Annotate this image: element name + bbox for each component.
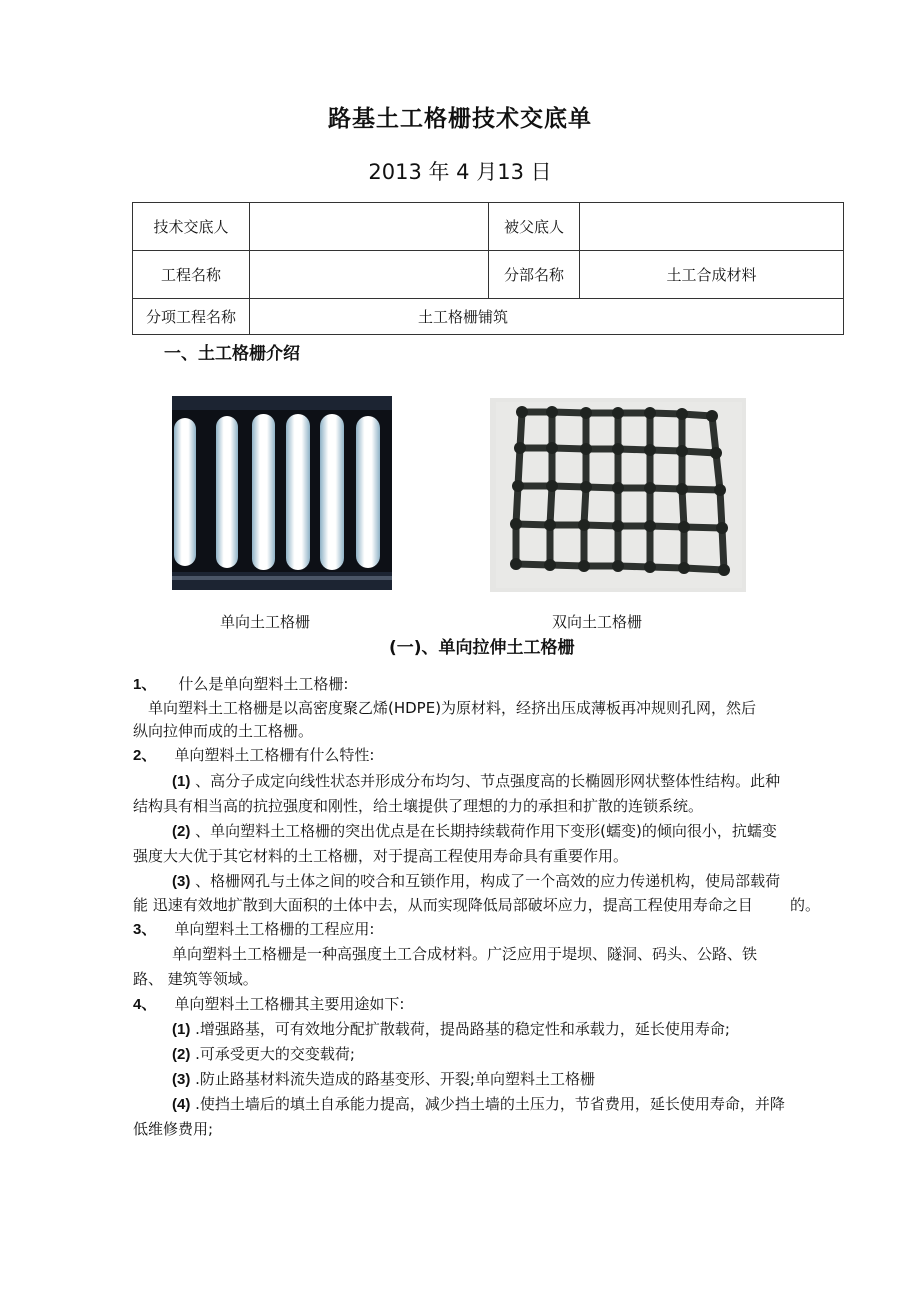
cell-label: 被父底人 xyxy=(489,203,580,251)
sub-item-line xyxy=(172,1018,730,1039)
item-number: 3、 xyxy=(133,921,157,938)
sub-item-number: (1) xyxy=(172,1021,191,1038)
sub-item-line xyxy=(172,770,780,791)
uniaxial-geogrid-image xyxy=(172,396,392,590)
item-title: 什么是单向塑料土工格栅: xyxy=(178,675,349,693)
sub-item-number: (4) xyxy=(172,1096,191,1113)
cell-label: 工程名称 xyxy=(133,251,250,299)
sub-item-number: (2) xyxy=(172,1046,191,1063)
item-2-heading xyxy=(133,744,374,765)
item-4-heading xyxy=(133,993,404,1014)
document-date: 2013 年 4 月13 日 xyxy=(368,160,552,184)
sub-item-line xyxy=(172,820,777,841)
sub-item-line xyxy=(172,1043,355,1064)
item-number: 1、 xyxy=(133,676,157,693)
item-number: 2、 xyxy=(133,747,157,764)
table-row xyxy=(133,251,844,299)
cell-label: 分部名称 xyxy=(489,251,580,299)
table-row xyxy=(133,299,844,335)
cell-value xyxy=(250,203,489,251)
item-title: 单向塑料土工格栅其主要用途如下: xyxy=(174,995,405,1013)
sub-item-number: (3) xyxy=(172,1071,191,1088)
sub-item-text: 、格栅网孔与土体之间的咬合和互锁作用，构成了一个高效的应力传递机构，使局部载荷 xyxy=(195,872,781,890)
sub-item-number: (1) xyxy=(172,773,191,790)
cell-value xyxy=(250,251,489,299)
item-1-heading xyxy=(133,673,348,694)
subsection-heading: (一)、单向拉伸土工格栅 xyxy=(389,638,575,658)
cell-label: 分项工程名称 xyxy=(133,299,250,335)
paragraph-line: 的。 xyxy=(790,896,821,914)
paragraph-line: 低维修费用; xyxy=(133,1120,214,1138)
sub-item-line xyxy=(172,1068,595,1089)
sub-item-text: 、高分子成定向线性状态并形成分布均匀、节点强度高的长椭圆形网状整体性结构。此种 xyxy=(195,772,781,790)
sub-item-text: .防止路基材料流失造成的路基变形、开裂;单向塑料土工格栅 xyxy=(195,1070,595,1088)
paragraph-line: 结构具有相当高的抗拉强度和刚性，给土壤提供了理想的力的承担和扩散的连锁系统。 xyxy=(133,797,704,815)
item-number: 4、 xyxy=(133,996,157,1013)
info-table xyxy=(132,202,844,335)
caption-biaxial: 双向土工格栅 xyxy=(552,613,643,631)
sub-item-text: 、单向塑料土工格栅的突出优点是在长期持续载荷作用下变形(蠕变)的倾向很小，抗蠕变 xyxy=(195,822,777,840)
paragraph-line: 单向塑料土工格栅是一种高强度土工合成材料。广泛应用于堤坝、隧洞、码头、公路、铁 xyxy=(172,945,758,963)
paragraph-line: 路、 建筑等领域。 xyxy=(133,970,258,988)
caption-uniaxial: 单向土工格栅 xyxy=(220,613,311,631)
item-3-heading xyxy=(133,918,374,939)
sub-item-text: .增强路基，可有效地分配扩散载荷，提咼路基的稳定性和承载力，延长使用寿命; xyxy=(195,1020,730,1038)
sub-item-number: (3) xyxy=(172,873,191,890)
sub-item-line xyxy=(172,870,780,891)
sub-item-number: (2) xyxy=(172,823,191,840)
cell-value: 土工合成材料 xyxy=(580,251,844,299)
sub-item-line xyxy=(172,1093,785,1114)
sub-item-text: .可承受更大的交变载荷; xyxy=(195,1045,355,1063)
paragraph-line: 单向塑料土工格栅是以高密度聚乙烯(HDPE)为原材料，经挤出压成薄板再冲规则孔网，然后 xyxy=(148,699,757,717)
paragraph-line: 强度大大优于其它材料的土工格栅，对于提高工程使用寿命具有重要作用。 xyxy=(133,847,629,865)
cell-value xyxy=(580,203,844,251)
cell-value: 土工格栅铺筑 xyxy=(250,299,844,335)
table-row xyxy=(133,203,844,251)
sub-item-text: .使挡土墙后的填土自承能力提高，减少挡土墙的土压力，节省费用，延长使用寿命，并降 xyxy=(195,1095,785,1113)
biaxial-geogrid-image xyxy=(490,398,746,592)
item-title: 单向塑料土工格栅的工程应用: xyxy=(174,920,375,938)
item-title: 单向塑料土工格栅有什么特性: xyxy=(174,746,375,764)
cell-label: 技术交底人 xyxy=(133,203,250,251)
section-heading: 一、土工格栅介绍 xyxy=(164,344,300,364)
document-title: 路基土工格栅技术交底单 xyxy=(328,106,592,132)
paragraph-line: 纵向拉伸而成的土工格栅。 xyxy=(133,722,314,740)
paragraph-line: 能 迅速有效地扩散到大面积的土体中去，从而实现降低局部破坏应力，提高工程使用寿命之目 xyxy=(133,896,753,914)
